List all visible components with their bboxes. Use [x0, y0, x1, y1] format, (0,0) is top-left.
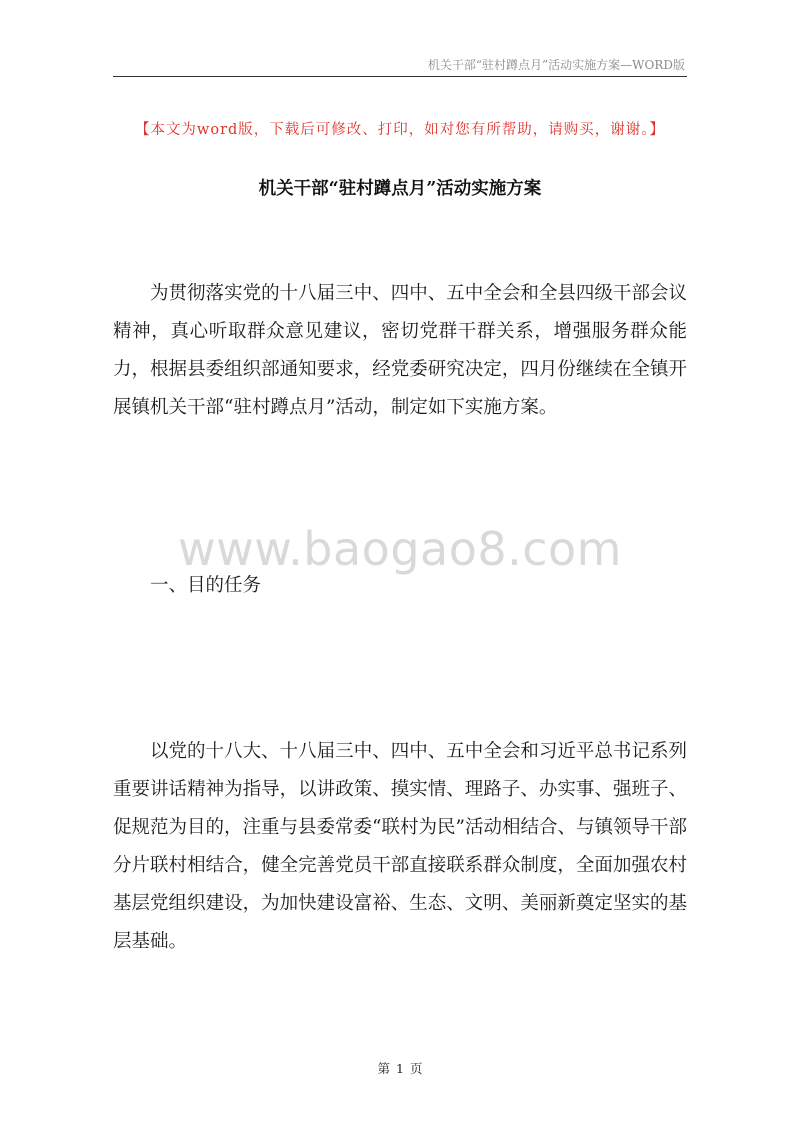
running-header: 机关干部“驻村蹲点月”活动实施方案—WORD版 [427, 58, 685, 72]
page-footer [0, 1059, 800, 1077]
intro-paragraph: 为贯彻落实党的十八届三中、四中、五中全会和全县四级干部会议精神，真心听取群众意见建议，密切党群干群关系，增强服务群众能力，根据县委组织部通知要求，经党委研究决定，四月份继续在全镇开展镇机关干部“驻村蹲点月”活动，制定如下实施方案。 [113, 283, 687, 418]
footer-prefix: 第 [377, 1061, 391, 1076]
download-notice: 【本文为word版，下载后可修改、打印，如对您有所帮助，请购买，谢谢。】 [134, 122, 666, 138]
footer-suffix: 页 [409, 1061, 423, 1076]
section-heading-purpose: 一、目的任务 [150, 575, 262, 596]
header-divider [113, 76, 687, 77]
watermark: www.baogao8.com [178, 522, 622, 576]
document-title: 机关干部“驻村蹲点月”活动实施方案 [258, 179, 542, 199]
page-number: 1 [396, 1061, 404, 1076]
section-paragraph-purpose: 以党的十八大、十八届三中、四中、五中全会和习近平总书记系列重要讲话精神为指导，以讲政策、摸实情、理路子、办实事、强班子、促规范为目的，注重与县委常委“联村为民”活动相结合、与镇领导干部分片联村相结合，健全完善党员干部直接联系群众制度，全面加强农村基层党组织建设，为加快建设富裕、生态、文明、美丽新奠定坚实的基层基础。 [113, 741, 687, 952]
